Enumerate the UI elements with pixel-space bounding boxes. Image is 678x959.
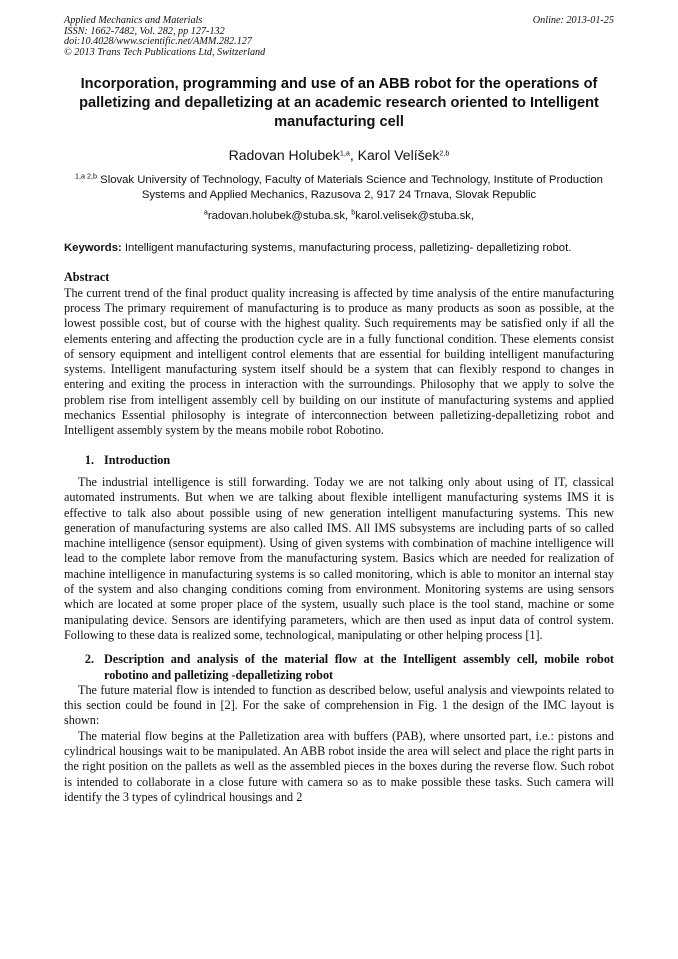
publication-header: [64, 16, 614, 58]
author-affil-mark: 1,a: [339, 149, 350, 159]
paper-page: [64, 16, 614, 805]
affiliation-mark: 1,a 2,b: [75, 172, 98, 182]
section-paragraph: The future material flow is intended to function as described below, useful analysis and viewpoints related to this section could be found in [2]. For the sake of comprehension in Fig. 1 the design of the IMC layout is shown:: [64, 682, 614, 728]
author-affil-mark: 2,b: [439, 149, 450, 159]
section-title: Introduction: [104, 452, 171, 467]
abstract-text: The current trend of the final product quality increasing is affected by time analysis of the entire manufacturing process The primary requirement of manufacturing is to produce as many products as soon as possible, at the lowest possible cost, but of course with the highest quality. Such requirements may be satisfied only if all the elements entering and affecting the production cycle are in a fully functional condition. These elements consist of sensory equipment and intelligent control elements that are essential for building intelligent manufacturing systems. Intelligent manufacturing system itself should be a system that can flexibly respond to changes in entering and exiting the process in interaction with the surroundings. Philosophy that we apply to solve the problem rise from intelligent assembly cell by building on our institute of manufacturing systems and applied mechanics Essential philosophy is integrate of interconnection between palletizing-depalletizing robot and Intelligent assembly system by the means mobile robot Robotino.: [64, 285, 614, 438]
author-emails: [64, 209, 614, 224]
affiliation: [64, 173, 614, 203]
section-title: Description and analysis of the material flow at the Intelligent assembly cell, mobile robot robotino and palletizing -depalletizing robot: [104, 652, 614, 682]
online-date: Online: 2013-01-25: [532, 15, 614, 26]
abstract-heading: Abstract: [64, 270, 110, 285]
section-paragraph: The material flow begins at the Palletization area with buffers (PAB), where unsorted part, i.e.: pistons and cylindrical housings wait to be manipulated. An ABB robot inside the area will select and place the right parts in the right position on the pallets as well as the assembled pieces in the boxes during the reverse flow. Such robot is intended to collaborate in a close future with camera so as to make possible these tasks. Such camera will identify the 3 types of cylindrical housings and 2: [64, 728, 614, 804]
doi-line: doi:10.4028/www.scientific.net/AMM.282.127: [64, 36, 252, 48]
keywords-label: Keywords:: [64, 242, 122, 255]
section-heading: [64, 453, 614, 468]
keywords-text: Intelligent manufacturing systems, manufacturing process, palletizing- depalletizing robot.: [121, 242, 572, 255]
email-mark: a: [203, 208, 208, 218]
author-separator: ,: [349, 147, 358, 164]
section-paragraph: The industrial intelligence is still forwarding. Today we are not talking only about using of IT, classical automated instruments. But when we are talking about flexible intelligent manufacturing systems IMS it is effective to talk also about possible using of new generation intelligent manufacturing systems. This new generation of manufacturing systems are also called IMS. All IMS subsystems are including parts of so called machine intelligence (sensor equipment). Using of given systems with combination of machine intelligence will lead to the complete labor remove from the manufacturing system. Basics which are needed for realization of machine intelligence in manufacturing systems is so called monitoring, which is able to monitor an internal stay of the system and also changing conditions coming from environment. Monitoring systems are using sensors which are located at some proper place of the system, usually such place is the tool stand, machine or some manipulating device. Sensors are identifying parameters, which are then used as input data of control system. Following to these data is realized some, technological, manipulating or other helping process [1].: [64, 474, 614, 642]
author-line: [64, 146, 614, 164]
section-number: 2.: [84, 652, 94, 667]
email-mark: b: [351, 208, 356, 218]
author-name: Karol Velíšek: [357, 147, 440, 164]
section-number: 1.: [84, 452, 94, 467]
copyright-line: © 2013 Trans Tech Publications Ltd, Switzerland: [64, 46, 266, 58]
issn-line: ISSN: 1662-7482, Vol. 282, pp 127-132: [64, 25, 225, 37]
section-heading: [64, 652, 614, 683]
email-address: radovan.holubek@stuba.sk,: [207, 210, 349, 223]
keywords: [64, 241, 614, 256]
paper-title: Incorporation, programming and use of an ABB robot for the operations of palletizing and depalletizing at an academic research oriented to Intelligent manufacturing cell: [79, 76, 599, 131]
email-address: karol.velisek@stuba.sk,: [355, 210, 475, 223]
affiliation-text: Slovak University of Technology, Faculty of Materials Science and Technology, Institute of Production Systems and Applied Mechanics, Razusova 2, 917 24 Trnava, Slovak Republic: [97, 174, 603, 202]
journal-name: Applied Mechanics and Materials: [64, 15, 203, 26]
author-name: Radovan Holubek: [228, 147, 340, 164]
